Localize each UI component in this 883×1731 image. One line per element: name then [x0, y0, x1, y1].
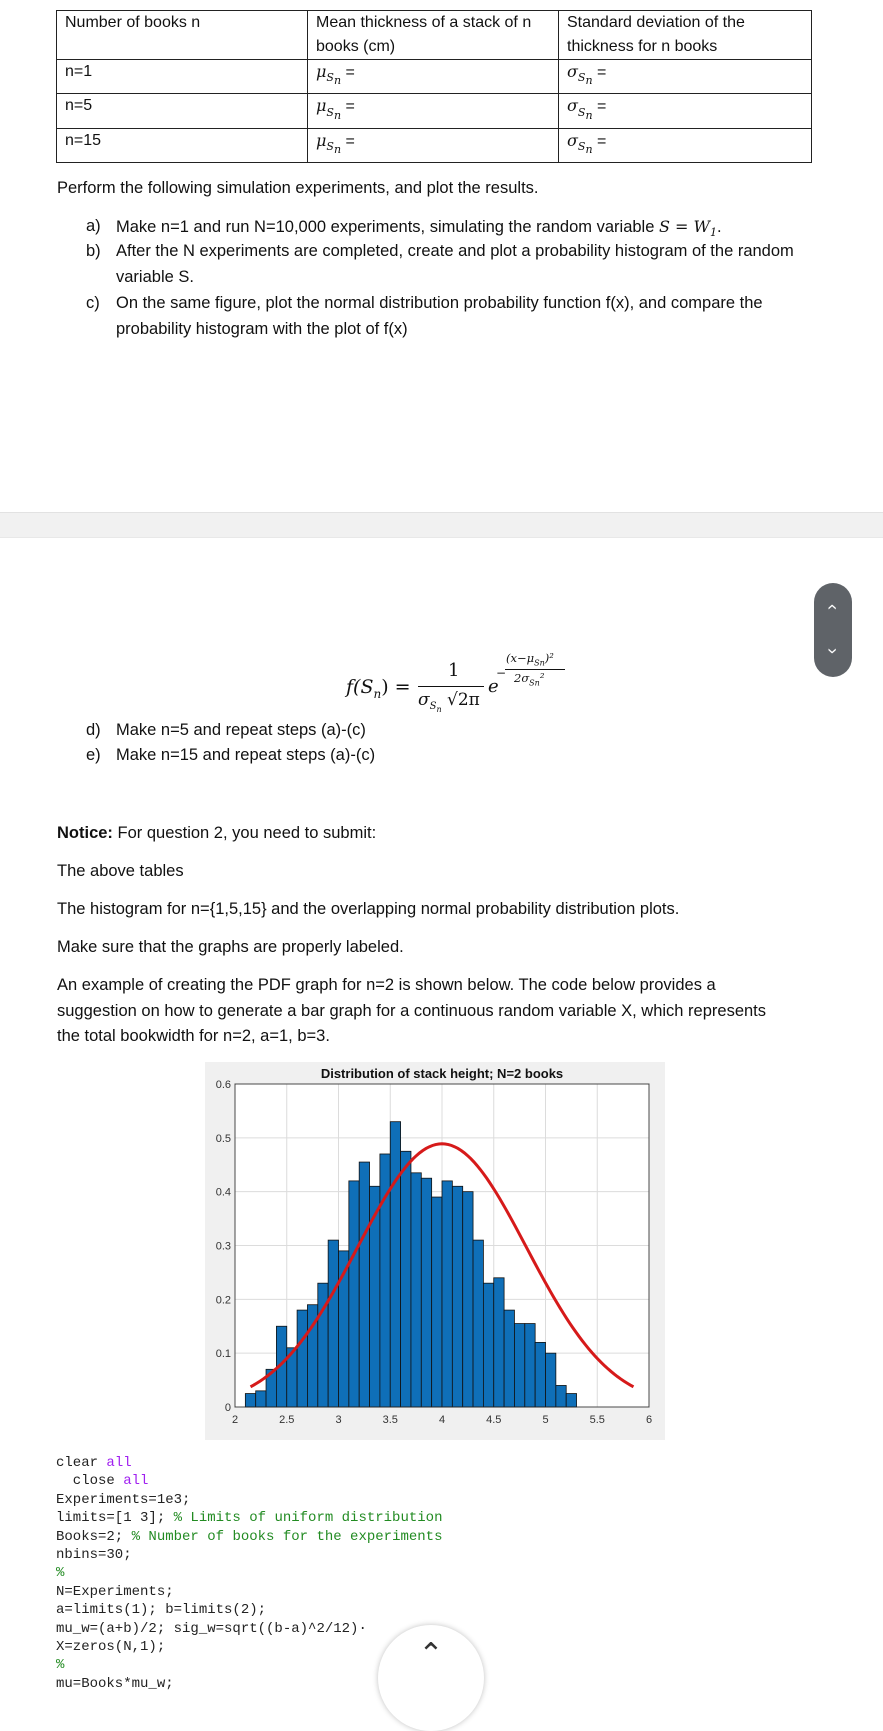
intro-text: Perform the following simulation experiments, and plot the results.: [57, 179, 539, 197]
formula-denominator: $\sigma_{S_n}$ √2π: [418, 690, 480, 715]
histogram-bar: [546, 1353, 556, 1407]
code-line: mu_w=(a+b)/2; sig_w=sqrt((b-a)^2/12)·: [56, 1620, 367, 1637]
y-tick-label: 0.3: [215, 1240, 231, 1253]
exponent-fraction-bar: [505, 669, 565, 670]
sub-s: S: [326, 105, 334, 119]
histogram-bar: [556, 1385, 566, 1407]
code-line: clear all: [56, 1455, 132, 1471]
step-text: Make n=15 and repeat steps (a)-(c): [116, 746, 376, 764]
step-label: a): [86, 217, 101, 235]
sigma-symbol: σ: [567, 130, 578, 150]
step-label: e): [86, 746, 101, 764]
sub-n: n: [333, 108, 342, 122]
equals: =: [345, 132, 355, 150]
notice-text: For question 2, you need to submit:: [112, 824, 377, 842]
header-mean: Mean thickness of a stack of n books (cm): [308, 11, 559, 60]
histogram-bar: [411, 1173, 421, 1407]
code-line: close all: [56, 1473, 149, 1490]
step-text: Make n=5 and repeat steps (a)-(c): [116, 721, 366, 739]
step-label: b): [86, 242, 101, 260]
histogram-bar: [349, 1181, 359, 1407]
row-n: n=5: [57, 94, 308, 128]
equals: =: [597, 98, 607, 116]
formula-e: e: [488, 676, 499, 697]
histogram-bar: [566, 1394, 576, 1407]
x-tick-label: 4: [438, 1414, 446, 1426]
step-c: [86, 291, 806, 342]
math-sub: 1: [709, 226, 717, 240]
step-label: c): [86, 294, 100, 312]
code-line: X=zeros(N,1);: [56, 1639, 166, 1656]
table-row: [57, 60, 812, 94]
row-n: n=15: [57, 128, 308, 162]
sub-n: n: [333, 143, 342, 157]
row-sd: [559, 60, 812, 94]
histogram-bar: [297, 1310, 307, 1407]
sub-n: n: [585, 74, 593, 88]
exponent-denominator: $2\sigma_{Sn}^2$: [514, 671, 545, 688]
x-tick-label: 3: [335, 1414, 342, 1426]
row-mean: [308, 128, 559, 162]
chevron-down-icon[interactable]: ›: [823, 648, 843, 654]
sub-s: S: [577, 105, 586, 119]
sub-n: n: [585, 108, 593, 122]
code-keyword: all: [123, 1473, 149, 1490]
exponent-numerator: $(x-\mu_{Sn})^2$: [506, 651, 554, 668]
histogram-bar: [473, 1240, 483, 1407]
sub-s: S: [577, 139, 586, 153]
equals: =: [345, 98, 355, 116]
row-sd: [559, 128, 812, 162]
notice-line: The histogram for n={1,5,15} and the overlapping normal probability distribution plots.: [57, 900, 680, 918]
code-line: Experiments=1e3;: [56, 1491, 191, 1508]
chevron-up-icon: ⌃: [418, 1638, 444, 1671]
code-comment: %: [56, 1565, 65, 1582]
equals: =: [345, 64, 355, 81]
x-tick-label: 6: [645, 1414, 653, 1426]
row-n: n=1: [57, 60, 308, 94]
step-text: Make n=1 and run N=10,000 experiments, simulating the random variable: [116, 218, 659, 236]
step-b: [86, 239, 806, 290]
code-line: Books=2; % Number of books for the experiments: [56, 1528, 443, 1545]
step-text: After the N experiments are completed, create and plot a probability histogram of the random variable S.: [116, 242, 794, 286]
histogram-bar: [442, 1181, 452, 1407]
step-e: [86, 743, 806, 769]
code-line: limits=[1 3]; % Limits of uniform distribution: [56, 1510, 443, 1527]
notice-heading: [57, 821, 376, 845]
histogram-bar: [432, 1197, 442, 1407]
formula-numerator: 1: [448, 660, 460, 681]
y-tick-label: 0.4: [215, 1186, 231, 1199]
sub-n: n: [585, 143, 593, 157]
formula-lhs: $f(S_n)$ =: [346, 676, 411, 701]
row-mean: [308, 94, 559, 128]
histogram-bar: [245, 1394, 255, 1407]
x-tick-label: 4.5: [486, 1414, 502, 1426]
x-tick-label: 3.5: [382, 1414, 398, 1426]
step-math: [658, 217, 717, 240]
step-text: On the same figure, plot the normal distribution probability function f(x), and compare the probability histogram with the plot of f(x): [116, 294, 763, 338]
histogram-bar: [421, 1178, 431, 1407]
histogram-bar: [359, 1162, 369, 1407]
histogram-svg: [205, 1062, 665, 1440]
sigma-symbol: σ: [567, 62, 578, 81]
histogram-bar: [525, 1324, 535, 1407]
histogram-bar: [483, 1283, 493, 1407]
row-sd: [559, 94, 812, 128]
code-comment: % Limits of uniform distribution: [173, 1510, 443, 1527]
sub-s: S: [326, 139, 334, 153]
normal-pdf-formula: [346, 630, 586, 715]
chart-title: Distribution of stack height; N=2 books: [320, 1066, 564, 1081]
histogram-bar: [514, 1324, 524, 1407]
histogram-bar: [504, 1310, 514, 1407]
scroll-to-top-button[interactable]: [378, 1625, 484, 1731]
histogram-bar: [452, 1186, 462, 1407]
step-label: d): [86, 721, 101, 739]
header-sd: Standard deviation of the thickness for n books: [559, 11, 812, 60]
x-tick-label: 5: [542, 1414, 549, 1426]
code-line: a=limits(1); b=limits(2);: [56, 1602, 267, 1619]
chevron-up-icon[interactable]: ‹: [823, 604, 843, 610]
table-row: [57, 128, 812, 162]
sigma-symbol: σ: [567, 96, 578, 116]
y-tick-label: 0.5: [215, 1132, 231, 1145]
table-header-row: [57, 11, 812, 60]
code-line: [56, 1564, 442, 1582]
y-tick-label: 0.2: [215, 1294, 231, 1307]
notice-line: The above tables: [57, 862, 184, 880]
code-line: nbins=30;: [56, 1547, 132, 1564]
page-separator: [0, 512, 883, 538]
histogram-bar: [463, 1192, 473, 1407]
math-expression: S = W: [658, 217, 710, 236]
header-books: Number of books n: [57, 11, 308, 60]
x-tick-label: 2: [231, 1414, 239, 1426]
code-line: mu=Books*mu_w;: [56, 1675, 174, 1692]
histogram-bar: [535, 1342, 545, 1407]
x-tick-label: 2.5: [279, 1414, 295, 1426]
histogram-bar: [256, 1391, 266, 1407]
step-d: [86, 718, 806, 744]
fraction-bar: [418, 686, 484, 687]
code-comment: %: [56, 1657, 65, 1674]
histogram-bar: [328, 1240, 338, 1407]
y-tick-label: 0.1: [215, 1348, 231, 1361]
code-comment: % Number of books for the experiments: [131, 1528, 443, 1545]
y-tick-label: 0: [224, 1402, 231, 1414]
page-navigator[interactable]: [814, 583, 852, 677]
sub-n: n: [333, 74, 342, 88]
table-row: [57, 94, 812, 128]
sub-s: S: [577, 71, 586, 85]
notice-line: An example of creating the PDF graph for n=2 is shown below. The code below provides a suggestion on how to generate a bar graph for a continuous random variable X, which represents the total bookwidth for n=2, a=1, b=3.: [57, 976, 767, 1045]
notice-line: Make sure that the graphs are properly labeled.: [57, 938, 404, 956]
histogram-bar: [390, 1122, 400, 1407]
notice-bold: Notice:: [57, 824, 113, 842]
mu-symbol: μ: [316, 96, 327, 116]
stack-thickness-table: [56, 10, 812, 163]
mu-symbol: μ: [316, 130, 327, 150]
exponent-sign: −: [496, 666, 507, 680]
step-text-end: .: [716, 218, 722, 236]
equals: =: [597, 132, 607, 150]
histogram-chart: [205, 1062, 665, 1440]
mu-symbol: μ: [316, 62, 327, 81]
code-keyword: all: [106, 1455, 132, 1471]
equals: =: [597, 64, 607, 81]
y-tick-label: 0.6: [215, 1079, 231, 1091]
row-mean: [308, 60, 559, 94]
sub-s: S: [326, 71, 334, 85]
histogram-bar: [494, 1278, 504, 1407]
histogram-bar: [401, 1151, 411, 1407]
code-line: N=Experiments;: [56, 1583, 174, 1600]
x-tick-label: 5.5: [589, 1414, 605, 1426]
